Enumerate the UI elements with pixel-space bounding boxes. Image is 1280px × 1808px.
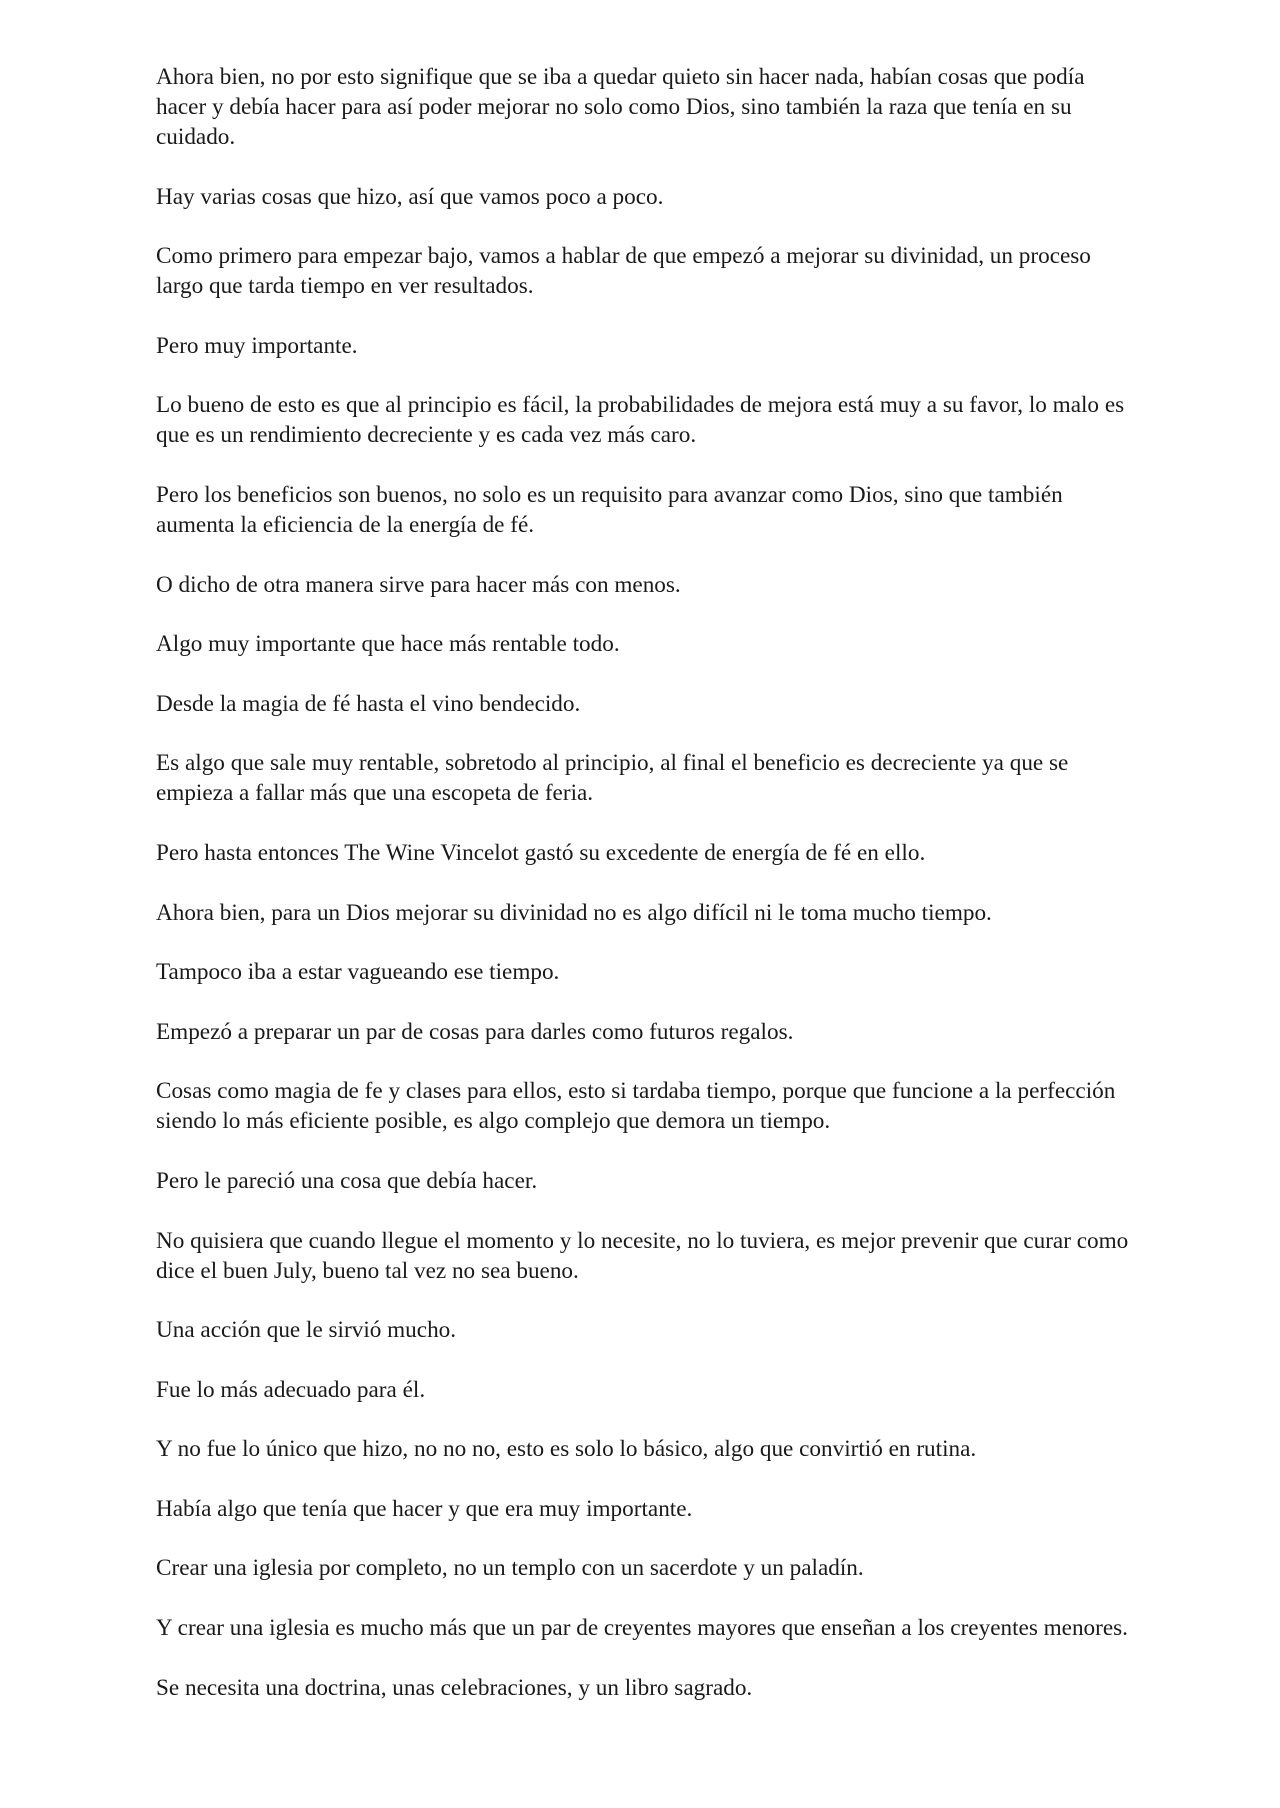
paragraph: Empezó a preparar un par de cosas para darles como futuros regalos. <box>156 1018 794 1045</box>
paragraph: Y crear una iglesia es mucho más que un par de creyentes mayores que enseñan a los creyentes menores. <box>156 1615 1128 1642</box>
paragraph: Como primero para empezar bajo, vamos a hablar de que empezó a mejorar su divinidad, un proceso largo que tarda tiempo en ver resultados. <box>156 243 1091 300</box>
paragraph: Pero le pareció una cosa que debía hacer. <box>156 1167 538 1194</box>
paragraph: Fue lo más adecuado para él. <box>156 1376 426 1403</box>
paragraph: Cosas como magia de fe y clases para ellos, esto si tardaba tiempo, porque que funcione a la perfección siendo lo más eficiente posible, es algo complejo que demora un tiempo. <box>156 1078 1116 1135</box>
paragraph: Tampoco iba a estar vagueando ese tiempo. <box>156 959 560 986</box>
paragraph: Pero hasta entonces The Wine Vincelot gastó su excedente de energía de fé en ello. <box>156 839 926 866</box>
paragraph: Se necesita una doctrina, unas celebraciones, y un libro sagrado. <box>156 1674 753 1701</box>
document-body <box>156 62 1138 1732</box>
paragraph: Hay varias cosas que hizo, así que vamos poco a poco. <box>156 183 664 210</box>
paragraph: Algo muy importante que hace más rentable todo. <box>156 631 620 658</box>
paragraph: Pero muy importante. <box>156 332 358 359</box>
paragraph: Lo bueno de esto es que al principio es fácil, la probabilidades de mejora está muy a su favor, lo malo es que es un rendimiento decreciente y es cada vez más caro. <box>156 392 1125 449</box>
paragraph: Es algo que sale muy rentable, sobretodo al principio, al final el beneficio es decreciente ya que se empieza a fallar más que una escopeta de feria. <box>156 750 1069 807</box>
paragraph: Había algo que tenía que hacer y que era muy importante. <box>156 1495 693 1522</box>
paragraph: Desde la magia de fé hasta el vino bendecido. <box>156 690 581 717</box>
paragraph: Ahora bien, no por esto signifique que se iba a quedar quieto sin hacer nada, habían cosas que podía hacer y debía hacer para así poder mejorar no solo como Dios, sino también la raza que tenía en su cuidado. <box>156 64 1085 150</box>
paragraph: Y no fue lo único que hizo, no no no, esto es solo lo básico, algo que convirtió en rutina. <box>156 1436 977 1463</box>
paragraph: Crear una iglesia por completo, no un templo con un sacerdote y un paladín. <box>156 1555 864 1582</box>
paragraph: Pero los beneficios son buenos, no solo es un requisito para avanzar como Dios, sino que también aumenta la eficiencia de la energía de fé. <box>156 481 1063 538</box>
paragraph: Ahora bien, para un Dios mejorar su divinidad no es algo difícil ni le toma mucho tiempo. <box>156 899 992 926</box>
paragraph: No quisiera que cuando llegue el momento y lo necesite, no lo tuviera, es mejor prevenir que curar como dice el buen July, bueno tal vez no sea bueno. <box>156 1227 1129 1284</box>
paragraph: O dicho de otra manera sirve para hacer más con menos. <box>156 571 681 598</box>
paragraph: Una acción que le sirvió mucho. <box>156 1317 457 1344</box>
